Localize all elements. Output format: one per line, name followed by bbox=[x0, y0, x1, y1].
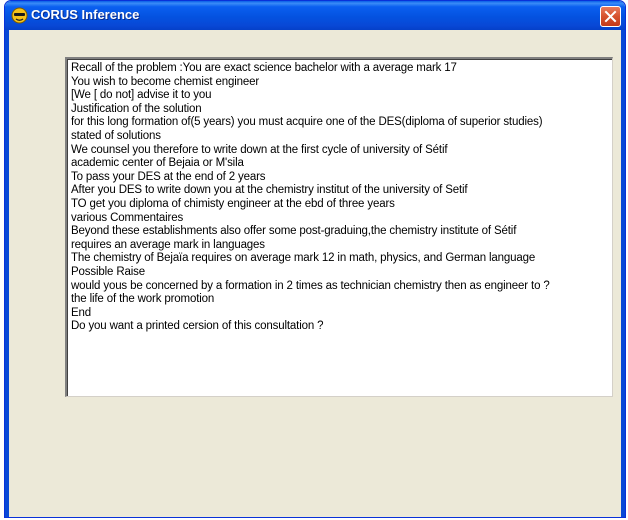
consultation-line: The chemistry of Bejaïa requires on average mark 12 in math, physics, and German language bbox=[71, 252, 536, 265]
consultation-line: various Commentaires bbox=[71, 211, 184, 224]
consultation-line: Possible Raise bbox=[71, 265, 145, 278]
consultation-line: requires an average mark in languages bbox=[71, 238, 265, 251]
consultation-line: the life of the work promotion bbox=[71, 293, 215, 306]
consultation-line: would yous be concerned by a formation in 2 times as technician chemistry then as engineer to ? bbox=[71, 279, 550, 292]
consultation-line: academic center of Bejaia or M'sila bbox=[71, 157, 244, 170]
corus-inference-window bbox=[4, 0, 626, 518]
corus-app-icon bbox=[11, 7, 28, 24]
consultation-line: Beyond these establishments also offer some post-graduing,the chemistry institute of Sétif bbox=[71, 225, 517, 238]
consultation-line: Recall of the problem :You are exact science bachelor with a average mark 17 bbox=[71, 62, 457, 74]
consultation-line: You wish to become chemist engineer bbox=[71, 75, 260, 88]
title-bar[interactable] bbox=[5, 1, 625, 30]
consultation-line: TO get you diploma of chimisty engineer at the ebd of three years bbox=[71, 197, 395, 210]
window-title: CORUS Inference bbox=[31, 7, 140, 22]
consultation-line: End bbox=[71, 306, 92, 319]
consultation-line: To pass your DES at the end of 2 years bbox=[71, 170, 266, 183]
consultation-line: After you DES to write down you at the chemistry institut of the university of Setif bbox=[71, 184, 468, 197]
consultation-text-area[interactable] bbox=[65, 57, 613, 397]
consultation-line: [We [ do not] advise it to you bbox=[71, 89, 212, 102]
consultation-line: Justification of the solution bbox=[71, 102, 202, 115]
close-icon bbox=[604, 10, 617, 23]
close-button[interactable] bbox=[600, 6, 621, 27]
consultation-line: for this long formation of(5 years) you must acquire one of the DES(diploma of superior studies) bbox=[71, 116, 543, 129]
consultation-line: Do you want a printed cersion of this consultation ? bbox=[71, 320, 324, 333]
consultation-line: We counsel you therefore to write down at the first cycle of university of Sétif bbox=[71, 143, 448, 156]
window-border-right bbox=[621, 30, 625, 517]
consultation-text bbox=[67, 59, 612, 334]
window-border-left bbox=[5, 30, 9, 517]
consultation-line: stated of solutions bbox=[71, 129, 161, 142]
